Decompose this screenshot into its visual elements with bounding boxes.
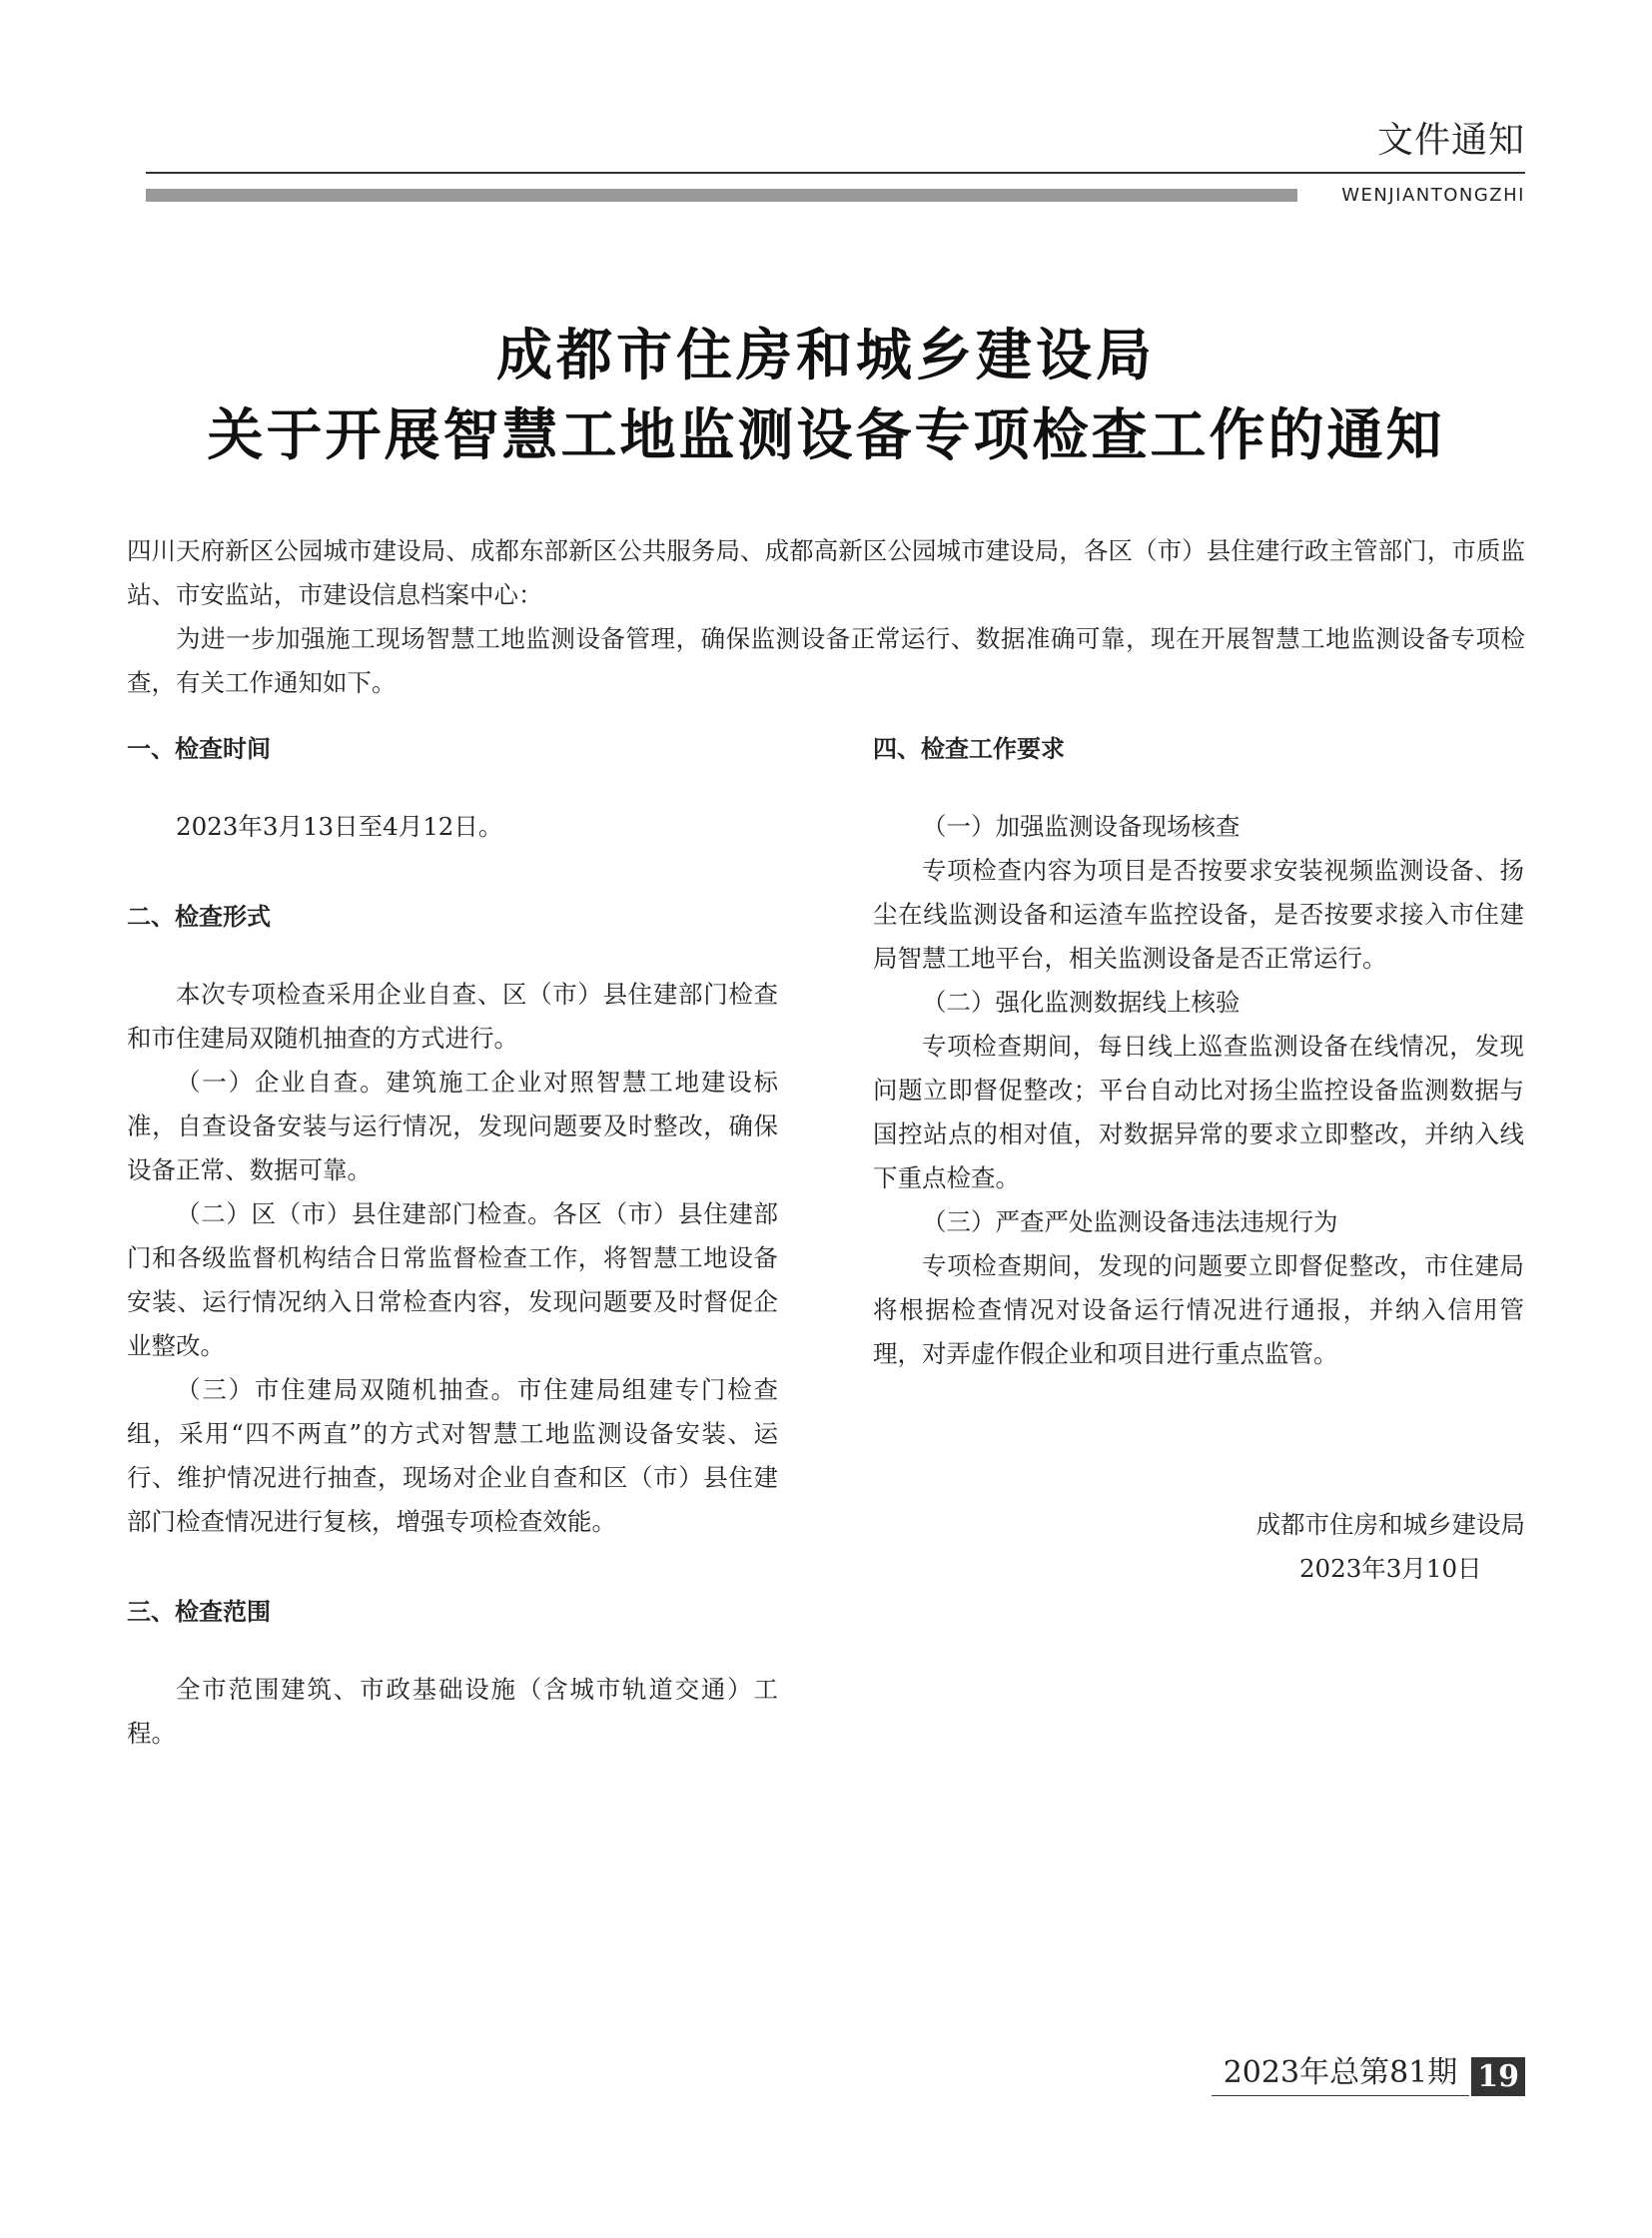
requirement-1-title: （一）加强监测设备现场核查 <box>922 812 1240 841</box>
section-heading-3: 三、检查范围 <box>127 1598 271 1626</box>
section-2-paragraph-2: （一）企业自查。建筑施工企业对照智慧工地建设标准，自查设备安装与运行情况，发现问题要及时整改，确保设备正常、数据可靠。 <box>127 1068 778 1184</box>
requirement-3-title: （三）严查严处监测设备违法违规行为 <box>922 1207 1338 1236</box>
requirement-1-body: 专项检查内容为项目是否按要求安装视频监测设备、扬尘在线监测设备和运渣车监控设备，是否按要求接入市住建局智慧工地平台，相关监测设备是否正常运行。 <box>873 856 1524 973</box>
recipients-paragraph: 四川天府新区公园城市建设局、成都东部新区公共服务局、成都高新区公园城市建设局，各区（市）县住建行政主管部门，市质监站、市安监站，市建设信息档案中心： <box>127 536 1525 609</box>
page-footer <box>1212 2047 1525 2096</box>
title-line-1: 成都市住房和城乡建设局 <box>496 323 1156 388</box>
requirement-3-body: 专项检查期间，发现的问题要立即督促整改，市住建局将根据检查情况对设备运行情况进行通报，并纳入信用管理，对弄虚作假企业和项目进行重点监管。 <box>873 1251 1524 1368</box>
right-column <box>873 727 1524 1376</box>
section-2-paragraph-4: （三）市住建局双随机抽查。市住建局组建专门检查组，采用“四不两直”的方式对智慧工地监测设备安装、运行、维护情况进行抽查，现场对企业自查和区（市）县住建部门检查情况进行复核，增强专项检查效能。 <box>127 1375 778 1536</box>
title-line-2: 关于开展智慧工地监测设备专项检查工作的通知 <box>207 402 1445 468</box>
section-label: 文件通知 <box>1376 120 1525 161</box>
signature-org: 成都市住房和城乡建设局 <box>1255 1510 1525 1539</box>
page-number: 19 <box>1471 2057 1525 2096</box>
intro-block <box>127 529 1525 705</box>
section-2-paragraph-1: 本次专项检查采用企业自查、区（市）县住建部门检查和市住建局双随机抽查的方式进行。 <box>127 980 778 1053</box>
section-3-body: 全市范围建筑、市政基础设施（含城市轨道交通）工程。 <box>127 1675 778 1748</box>
section-1-body: 2023年3月13日至4月12日。 <box>176 812 503 841</box>
requirement-2-title: （二）强化监测数据线上核验 <box>922 988 1240 1017</box>
header-rule-thin <box>146 172 1525 174</box>
left-column <box>127 727 778 1756</box>
purpose-paragraph: 为进一步加强施工现场智慧工地监测设备管理，确保监测设备正常运行、数据准确可靠，现在开展智慧工地监测设备专项检查，有关工作通知如下。 <box>127 624 1525 697</box>
section-2-paragraph-3: （二）区（市）县住建部门检查。各区（市）县住建部门和各级监督机构结合日常监督检查工作，将智慧工地设备安装、运行情况纳入日常检查内容，发现问题要及时督促企业整改。 <box>127 1199 778 1360</box>
section-heading-2: 二、检查形式 <box>127 903 271 931</box>
signature-date: 2023年3月10日 <box>1298 1554 1482 1583</box>
section-heading-4: 四、检查工作要求 <box>873 735 1065 763</box>
signature-block <box>1256 1503 1526 1591</box>
section-pinyin: WENJIANTONGZHI <box>1341 185 1525 206</box>
header-rule-thick <box>146 189 1297 202</box>
section-heading-1: 一、检查时间 <box>127 735 271 763</box>
issue-label: 2023年总第81期 <box>1212 2047 1470 2096</box>
requirement-2-body: 专项检查期间，每日线上巡查监测设备在线情况，发现问题立即督促整改；平台自动比对扬尘监控设备监测数据与国控站点的相对值，对数据异常的要求立即整改，并纳入线下重点检查。 <box>873 1032 1524 1192</box>
